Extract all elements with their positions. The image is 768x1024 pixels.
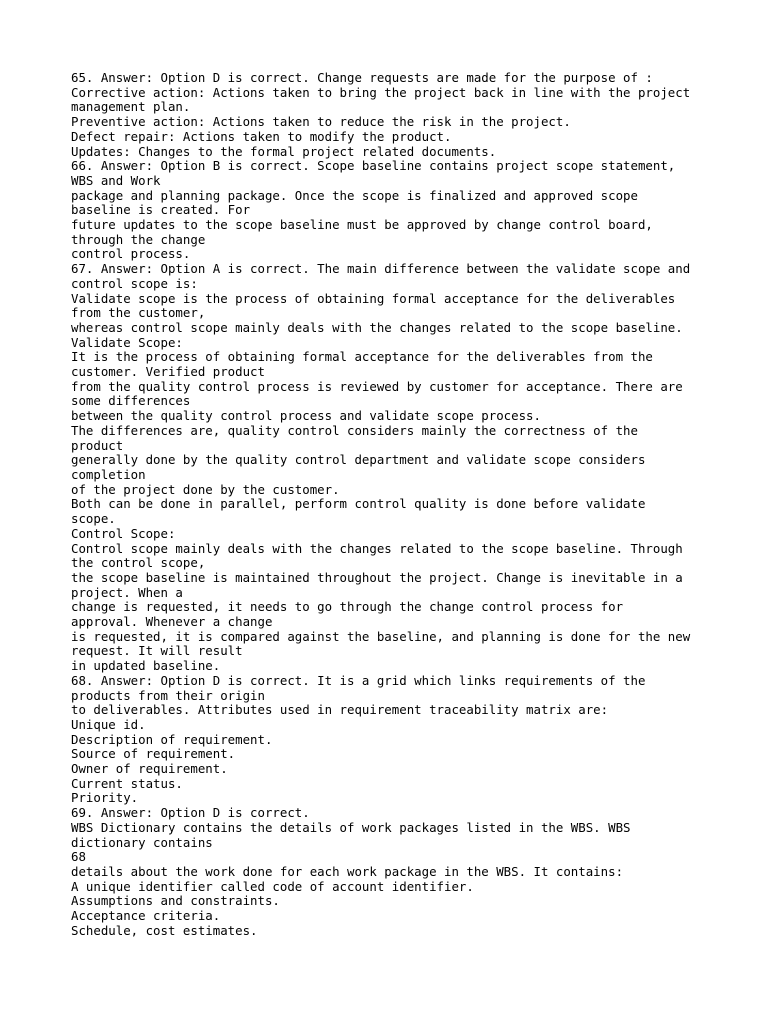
document-page [71, 71, 751, 938]
text-line: request. It will result [71, 643, 243, 659]
text-line: Preventive action: Actions taken to reduce the risk in the project. [71, 114, 571, 130]
text-line: baseline is created. For [71, 202, 251, 218]
text-line: between the quality control process and validate scope process. [71, 408, 541, 424]
text-line: Control scope mainly deals with the changes related to the scope baseline. Through [71, 540, 683, 556]
text-line: some differences [71, 393, 191, 409]
text-line: customer. Verified product [71, 364, 265, 380]
text-line: scope. [71, 511, 116, 527]
text-line: in updated baseline. [71, 658, 221, 674]
text-line: through the change [71, 231, 206, 247]
text-line: A unique identifier called code of account identifier. [71, 878, 474, 894]
text-line: details about the work done for each work package in the WBS. It contains: [71, 863, 624, 879]
text-line: Owner of requirement. [71, 761, 228, 777]
text-line: 68. Answer: Option D is correct. It is a grid which links requirements of the [71, 672, 646, 688]
text-line: control process. [71, 246, 191, 262]
text-line: Unique id. [71, 716, 146, 732]
text-line: 67. Answer: Option A is correct. The main difference between the validate scope and [71, 261, 691, 277]
text-line: WBS Dictionary contains the details of work packages listed in the WBS. WBS [71, 819, 631, 835]
text-line: Schedule, cost estimates. [71, 922, 258, 938]
text-line: The differences are, quality control considers mainly the correctness of the [71, 422, 638, 438]
text-line: Defect repair: Actions taken to modify the product. [71, 128, 452, 144]
text-line: 65. Answer: Option D is correct. Change requests are made for the purpose of : [71, 70, 653, 85]
text-line: Validate scope is the process of obtaining formal acceptance for the deliverables [71, 290, 676, 306]
text-line: Assumptions and constraints. [71, 893, 280, 909]
text-line: the scope baseline is maintained throughout the project. Change is inevitable in a [71, 569, 683, 585]
text-line: completion [71, 466, 146, 482]
text-line: future updates to the scope baseline must be approved by change control board, [71, 217, 653, 233]
text-line: Corrective action: Actions taken to bring the project back in line with the project [71, 84, 691, 100]
text-line: of the project done by the customer. [71, 481, 340, 497]
text-line: Updates: Changes to the formal project related documents. [71, 143, 497, 159]
text-line: change is requested, it needs to go through the change control process for [71, 599, 624, 615]
text-line: WBS and Work [71, 172, 161, 188]
text-line: Both can be done in parallel, perform control quality is done before validate [71, 496, 646, 512]
text-line: Validate Scope: [71, 334, 183, 350]
text-line: project. When a [71, 584, 183, 600]
text-line: management plan. [71, 99, 191, 115]
text-line: dictionary contains [71, 834, 213, 850]
text-line: 68 [71, 849, 86, 865]
text-line: Description of requirement. [71, 731, 273, 747]
text-line: 69. Answer: Option D is correct. [71, 805, 310, 821]
text-line: Acceptance criteria. [71, 908, 221, 924]
text-line: whereas control scope mainly deals with the changes related to the scope baseline. [71, 319, 683, 335]
text-line: Control Scope: [71, 525, 176, 541]
text-line: Priority. [71, 790, 139, 806]
text-line: to deliverables. Attributes used in requirement traceability matrix are: [71, 702, 609, 718]
text-line: the control scope, [71, 555, 206, 571]
text-line: 66. Answer: Option B is correct. Scope baseline contains project scope statement, [71, 158, 676, 174]
text-line: Current status. [71, 775, 183, 791]
text-line: from the customer, [71, 305, 206, 321]
text-line: control scope is: [71, 275, 198, 291]
text-line: Source of requirement. [71, 746, 236, 762]
text-line: generally done by the quality control department and validate scope considers [71, 452, 646, 468]
text-line: approval. Whenever a change [71, 614, 273, 630]
text-line: products from their origin [71, 687, 265, 703]
text-line: is requested, it is compared against the baseline, and planning is done for the new [71, 628, 691, 644]
text-line: product [71, 437, 124, 453]
text-line: It is the process of obtaining formal acceptance for the deliverables from the [71, 349, 653, 365]
text-line: from the quality control process is reviewed by customer for acceptance. There are [71, 378, 683, 394]
text-line: package and planning package. Once the scope is finalized and approved scope [71, 187, 638, 203]
